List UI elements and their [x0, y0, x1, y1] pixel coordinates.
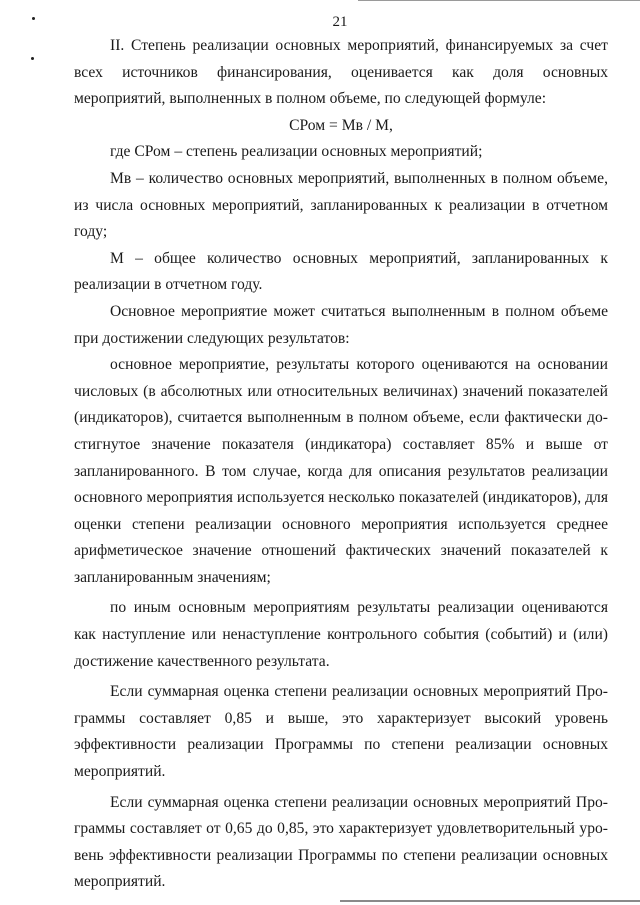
paragraph-high-efficiency: Если суммарная оценка степени реализации основных мероприятий Программы составляет 0,85 и выше, это характеризует высокий уровень эффективности реализации Программы по степени реализации основных мероприятий.: [74, 683, 608, 781]
scan-edge-top: [358, 0, 640, 1]
paragraph-satisfactory-efficiency: Если суммарная оценка степени реализации основных мероприятий Программы составляет от 0,65 до 0,85, это характеризует удовлетворительный уровень эффективности реализации Программы по степени реализации основных мероприятий.: [74, 793, 608, 891]
paragraph-section-intro: II. Степень реализации основных мероприятий, финансируемых за счет всех источников финансирования, оценивается как доля основных мероприятий, выполненных в полном объеме, по следующей формуле:: [74, 37, 608, 108]
paragraph-definition-srom: где СРом – степень реализации основных мероприятий;: [110, 143, 483, 161]
paragraph-definition-m: М – общее количество основных мероприятий, запланированных к реализации в отчетном году.: [74, 249, 608, 294]
paragraph-definition-mv: Мв – количество основных мероприятий, выполненных в полном объеме, из числа основных мероприятий, запланированных к реализации в отчетном году;: [74, 169, 608, 241]
paragraph-criteria-other: по иным основным мероприятиям результаты реализации оцениваются как наступление или ненаступление контрольного события (событий) и (или) достижение качественного результата.: [74, 599, 608, 670]
formula: СРом = Мв / М,: [289, 116, 393, 134]
paragraph-criteria-intro: Основное мероприятие может считаться выполненным в полном объеме при достижении следующих результатов:: [74, 302, 608, 347]
scan-edge-bottom: [340, 900, 640, 902]
page-number: 21: [332, 14, 348, 30]
scan-speck: [31, 57, 34, 60]
paragraph-criteria-numeric: основное мероприятие, результаты которого оцениваются на основании числовых (в абсолютных или относительных величинах) значений показателей (индикаторов), считается выполненным в полном объеме, если фактически достигнутое значение показателя (индикатора) составляет 85% и выше от запланированного. В том случае, когда для описания результатов реализации основного мероприятия используется несколько показателей (индикаторов), для оценки степени реализации основного мероприятия используется среднее арифметическое значение отношений фактических значений показателей к запланированным значениям;: [74, 356, 608, 586]
document-body: [74, 33, 608, 896]
